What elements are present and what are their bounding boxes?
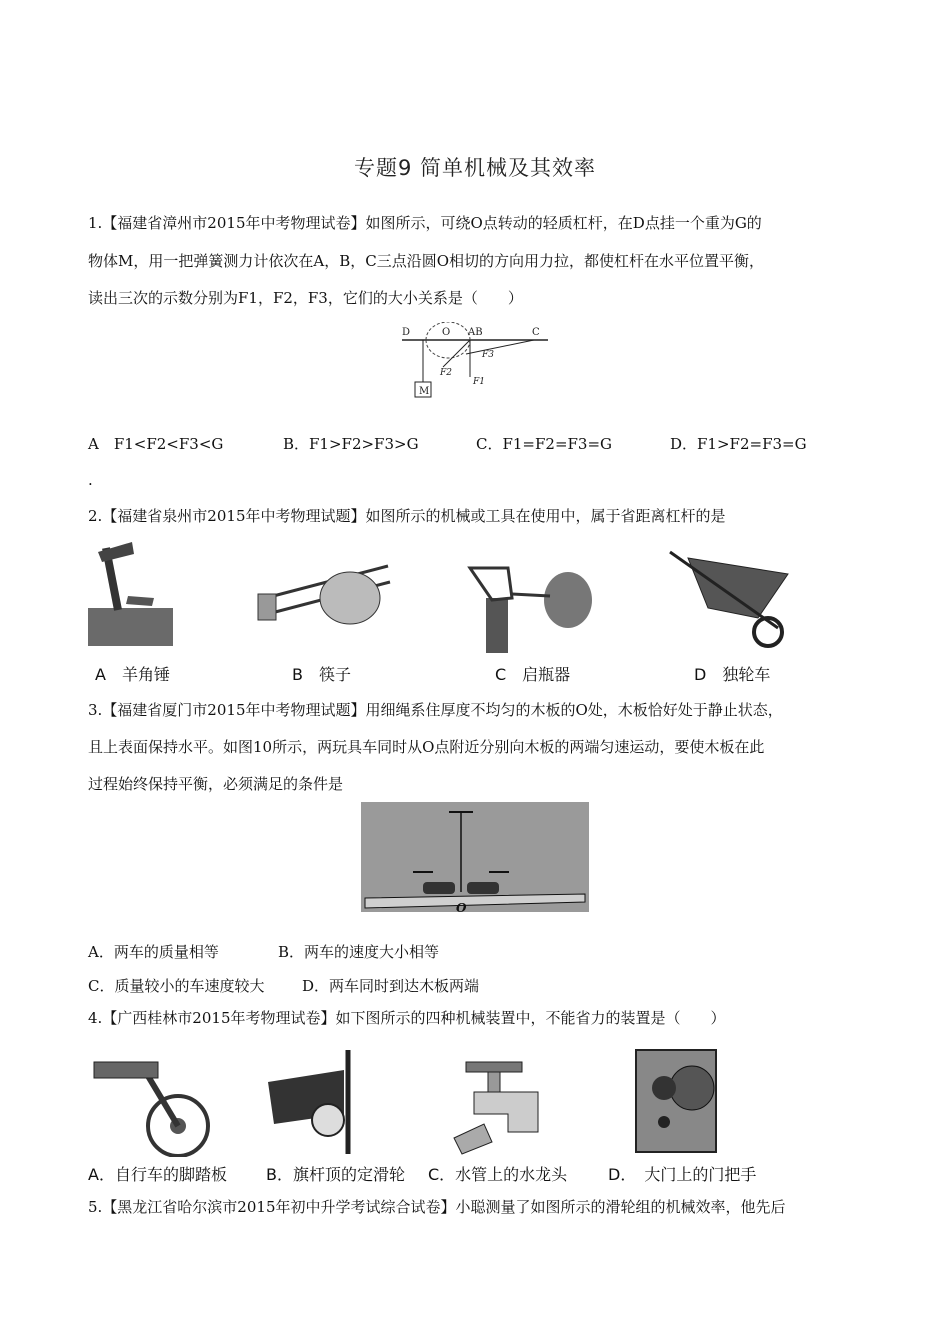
label-f2: F2 xyxy=(440,368,452,378)
q2-caption-c: C 启瓶器 xyxy=(495,665,571,684)
label-d: D xyxy=(402,327,411,338)
q2-figure-row xyxy=(88,538,868,658)
q3-option-b: B．两车的速度大小相等 xyxy=(278,943,440,961)
q2-caption-a: A 羊角锤 xyxy=(95,665,170,684)
bottle-opener-image xyxy=(470,568,592,653)
q3-line-1: 3.【福建省厦门市2015年中考物理试题】用细绳系住厚度不均匀的木板的O处，木板恰好处于静止状态， xyxy=(88,701,783,719)
q1-option-a: A F1<F2<F3<G xyxy=(88,435,224,453)
door-handle-image xyxy=(636,1050,716,1152)
q2-caption-b: B 筷子 xyxy=(292,665,351,684)
q4-caption-a: A．自行车的脚踏板 xyxy=(88,1165,227,1184)
q3-line-3: 过程始终保持平衡，必须满足的条件是 xyxy=(88,775,344,793)
q1-line-3: 读出三次的示数分别为F1，F2，F3，它们的大小关系是（ ） xyxy=(88,289,523,307)
q1-line-1: 1.【福建省漳州市2015年中考物理试卷】如图所示，可绕O点转动的轻质杠杆，在D点挂一个重为G的 xyxy=(88,214,762,232)
q4-line: 4.【广西桂林市2015年考物理试卷】如下图所示的四种机械装置中，不能省力的装置是（ ） xyxy=(88,1009,726,1027)
q3-options-row-2 xyxy=(88,975,688,995)
q3-option-d: D．两车同时到达木板两端 xyxy=(302,977,480,995)
q4-caption-b: B．旗杆顶的定滑轮 xyxy=(266,1165,405,1184)
q4-figure-row xyxy=(88,1042,868,1157)
q4-caption-d: D． 大门上的门把手 xyxy=(608,1165,757,1184)
label-f1: F1 xyxy=(473,377,485,387)
label-f3: F3 xyxy=(482,350,494,360)
balance-board-figure xyxy=(361,802,589,912)
chopsticks-image xyxy=(258,566,390,624)
label-m: M xyxy=(419,386,430,397)
q3-options-row-1 xyxy=(88,941,688,961)
q1-option-d: D．F1>F2=F3=G xyxy=(670,435,807,453)
force-f3-line xyxy=(466,340,534,354)
toy-car-right xyxy=(467,882,499,894)
q1-options xyxy=(88,433,868,453)
page-title: 专题9 简单机械及其效率 xyxy=(353,156,597,180)
q2-caption-d: D 独轮车 xyxy=(694,665,771,684)
wheelbarrow-image xyxy=(670,552,788,646)
q3-option-a: A．两车的质量相等 xyxy=(88,943,219,961)
label-o-point: O xyxy=(456,901,467,912)
q3-line-2: 且上表面保持水平。如图10所示，两玩具车同时从O点附近分别向木板的两端匀速运动，要使木板在此 xyxy=(88,738,765,756)
bicycle-pedal-image xyxy=(94,1062,208,1156)
flagpole-pulley-image xyxy=(268,1050,348,1154)
lever-circle-bottom xyxy=(426,340,470,358)
q2-line: 2.【福建省泉州市2015年中考物理试题】如图所示的机械或工具在使用中，属于省距离杠杆的是 xyxy=(88,507,726,525)
q5-line: 5.【黑龙江省哈尔滨市2015年初中升学考试综合试卷】小聪测量了如图所示的滑轮组的机械效率，他先后 xyxy=(88,1198,786,1216)
label-ab: AB xyxy=(468,327,483,338)
label-o: O xyxy=(442,327,451,338)
q1-trailing-dot: . xyxy=(88,471,93,489)
claw-hammer-image xyxy=(88,542,173,646)
toy-car-left xyxy=(423,882,455,894)
q1-line-2: 物体M，用一把弹簧测力计依次在A，B，C三点沿圆O相切的方向用力拉，都使杠杆在水平位置平衡， xyxy=(88,252,764,270)
q1-option-c: C．F1=F2=F3=G xyxy=(476,435,613,453)
q1-option-b: B．F1>F2>F3>G xyxy=(283,435,419,453)
q3-option-c: C．质量较小的车速度较大 xyxy=(88,977,265,995)
label-c: C xyxy=(532,327,540,338)
q4-caption-c: C．水管上的水龙头 xyxy=(428,1165,568,1184)
water-tap-image xyxy=(454,1062,538,1154)
lever-figure xyxy=(398,322,556,402)
